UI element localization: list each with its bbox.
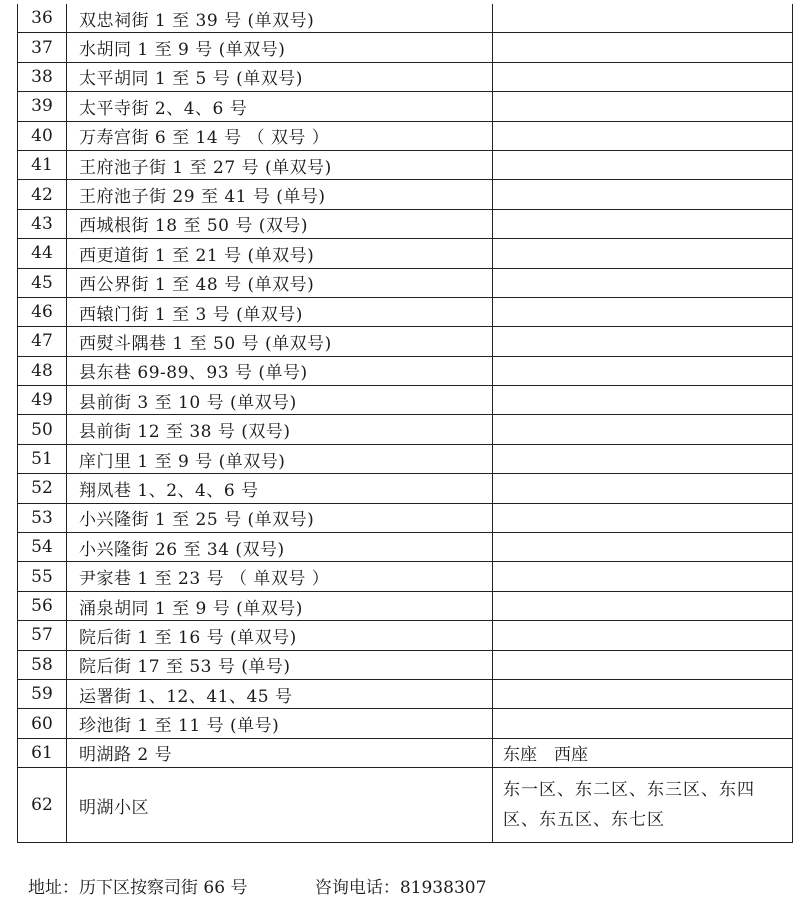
row-address: 太平胡同 1 至 5 号 (单双号) — [67, 62, 493, 91]
table-row — [18, 386, 793, 415]
row-note — [493, 415, 793, 444]
row-address: 双忠祠街 1 至 39 号 (单双号) — [67, 4, 493, 33]
row-address: 涌泉胡同 1 至 9 号 (单双号) — [67, 591, 493, 620]
table-row — [18, 474, 793, 503]
table-row — [18, 768, 793, 843]
table-row — [18, 444, 793, 473]
table-row — [18, 327, 793, 356]
row-note — [493, 650, 793, 679]
row-address: 西城根街 18 至 50 号 (双号) — [67, 209, 493, 238]
table-row — [18, 180, 793, 209]
row-number: 62 — [18, 768, 67, 843]
address-table — [17, 4, 793, 843]
row-number: 40 — [18, 121, 67, 150]
row-address: 尹家巷 1 至 23 号 （ 单双号 ） — [67, 562, 493, 591]
row-note — [493, 709, 793, 738]
row-number: 58 — [18, 650, 67, 679]
row-address: 院后街 1 至 16 号 (单双号) — [67, 621, 493, 650]
table-row — [18, 562, 793, 591]
row-note — [493, 474, 793, 503]
row-address: 西公界街 1 至 48 号 (单双号) — [67, 268, 493, 297]
table-row — [18, 591, 793, 620]
row-address: 王府池子街 29 至 41 号 (单号) — [67, 180, 493, 209]
row-number: 38 — [18, 62, 67, 91]
row-note — [493, 33, 793, 62]
row-number: 41 — [18, 150, 67, 179]
row-number: 60 — [18, 709, 67, 738]
row-note — [493, 92, 793, 121]
row-note — [493, 180, 793, 209]
row-note — [493, 268, 793, 297]
table-row — [18, 33, 793, 62]
footer-address: 地址：历下区按察司街 66 号 — [28, 878, 248, 898]
row-address: 明湖小区 — [67, 768, 493, 843]
row-number: 51 — [18, 444, 67, 473]
table-row — [18, 709, 793, 738]
row-address: 明湖路 2 号 — [67, 738, 493, 767]
row-number: 54 — [18, 533, 67, 562]
table-row — [18, 92, 793, 121]
row-address: 太平寺街 2、4、6 号 — [67, 92, 493, 121]
row-address: 运署街 1、12、41、45 号 — [67, 679, 493, 708]
table-row — [18, 679, 793, 708]
row-number: 52 — [18, 474, 67, 503]
row-number: 43 — [18, 209, 67, 238]
row-note — [493, 150, 793, 179]
row-note — [493, 4, 793, 33]
table-row — [18, 621, 793, 650]
row-number: 42 — [18, 180, 67, 209]
row-note — [493, 533, 793, 562]
row-number: 45 — [18, 268, 67, 297]
row-number: 57 — [18, 621, 67, 650]
table-row — [18, 209, 793, 238]
row-address: 西更道街 1 至 21 号 (单双号) — [67, 239, 493, 268]
row-address: 小兴隆街 26 至 34 (双号) — [67, 533, 493, 562]
table-row — [18, 650, 793, 679]
row-number: 36 — [18, 4, 67, 33]
row-note — [493, 327, 793, 356]
row-note — [493, 209, 793, 238]
table-row — [18, 4, 793, 33]
row-number: 55 — [18, 562, 67, 591]
row-address: 小兴隆街 1 至 25 号 (单双号) — [67, 503, 493, 532]
row-address: 西辕门街 1 至 3 号 (单双号) — [67, 297, 493, 326]
row-number: 53 — [18, 503, 67, 532]
row-number: 50 — [18, 415, 67, 444]
row-note — [493, 386, 793, 415]
row-note: 东座 西座 — [493, 738, 793, 767]
row-number: 39 — [18, 92, 67, 121]
table-row — [18, 356, 793, 385]
row-address: 西熨斗隅巷 1 至 50 号 (单双号) — [67, 327, 493, 356]
table-row — [18, 297, 793, 326]
row-address: 庠门里 1 至 9 号 (单双号) — [67, 444, 493, 473]
row-number: 47 — [18, 327, 67, 356]
row-number: 46 — [18, 297, 67, 326]
row-address: 珍池街 1 至 11 号 (单号) — [67, 709, 493, 738]
row-number: 49 — [18, 386, 67, 415]
row-address: 水胡同 1 至 9 号 (单双号) — [67, 33, 493, 62]
row-note — [493, 621, 793, 650]
row-number: 56 — [18, 591, 67, 620]
footer-info — [28, 873, 486, 898]
row-note — [493, 62, 793, 91]
footer-phone: 咨询电话：81938307 — [314, 878, 487, 898]
row-note — [493, 679, 793, 708]
row-note — [493, 121, 793, 150]
row-address: 翔凤巷 1、2、4、6 号 — [67, 474, 493, 503]
address-table-container — [17, 4, 792, 843]
row-number: 61 — [18, 738, 67, 767]
row-address: 万寿宫街 6 至 14 号 （ 双号 ） — [67, 121, 493, 150]
table-row — [18, 533, 793, 562]
table-row — [18, 121, 793, 150]
row-address: 县前街 12 至 38 号 (双号) — [67, 415, 493, 444]
table-row — [18, 415, 793, 444]
table-row — [18, 268, 793, 297]
row-address: 院后街 17 至 53 号 (单号) — [67, 650, 493, 679]
row-address: 县东巷 69-89、93 号 (单号) — [67, 356, 493, 385]
row-address: 王府池子街 1 至 27 号 (单双号) — [67, 150, 493, 179]
row-number: 44 — [18, 239, 67, 268]
row-note: 东一区、东二区、东三区、东四区、东五区、东七区 — [493, 768, 793, 843]
row-note — [493, 356, 793, 385]
table-row — [18, 503, 793, 532]
table-row — [18, 239, 793, 268]
row-address: 县前街 3 至 10 号 (单双号) — [67, 386, 493, 415]
table-row — [18, 62, 793, 91]
row-note — [493, 562, 793, 591]
row-note — [493, 503, 793, 532]
table-row — [18, 738, 793, 767]
row-number: 37 — [18, 33, 67, 62]
row-note — [493, 444, 793, 473]
row-note — [493, 239, 793, 268]
row-note — [493, 591, 793, 620]
table-row — [18, 150, 793, 179]
row-number: 59 — [18, 679, 67, 708]
row-note — [493, 297, 793, 326]
row-number: 48 — [18, 356, 67, 385]
